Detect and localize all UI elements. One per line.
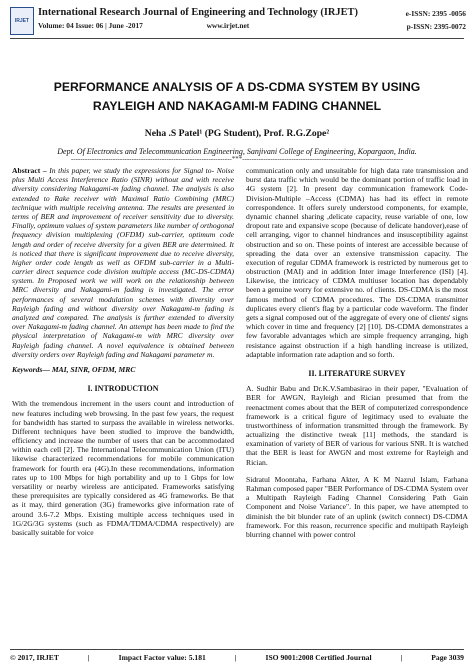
introduction-continued: communication only and unsuitable for high data rate transmission and burst data traffic which would be the dominant portion of traffic load in 4G system [2]. In present day communication framework Code-Division-Multiple –Access (CDMA) has had its effect in remote correspondence. It offers surely understood components, for example, dynamic channel sharing ,delicate capacity, reuse variable of one, low dropout rate and expansive scope (because of delicate handover),ease of cell arranging, vigor to channel hindrances and insusceptibility against obstruction and so on. These points of interest are accessible because of spreading the data over an extensive transmission capacity. The execution of regular CDMA framework is restricted by numerous get to obstruction (MAI) and in addition Inter image Interference (ISI) [4]. Likewise, the intricacy of CDMA multiuser location has dependably been a genuine worry for extensive no. of clients. DS-CDMA is the most famous method of CDMA procedures. The DS-CDMA transmitter duplicates every client's flag by a particular code waveform. The finder gets a signal composed out of the aggregate of every one of clients' signs which cover in time and frequency [2] [10]. DS-CDMA demonstrates a few favorable advantages which are simple frequency arranging, high resistance against obstruction if a high handling increase is utilized, adaptable information rate adaption and so forth. <box>246 166 468 359</box>
journal-title: International Research Journal of Engineering and Technology (IRJET) <box>38 7 358 18</box>
footer-iso: ISO 9001:2008 Certified Journal <box>265 653 372 662</box>
left-column <box>12 166 234 537</box>
journal-header <box>10 4 466 36</box>
footer-copyright: © 2017, IRJET <box>10 653 59 662</box>
header-rule <box>10 38 464 39</box>
footer-impact-factor: Impact Factor value: 5.181 <box>118 653 206 662</box>
p-issn: p-ISSN: 2395-0072 <box>406 22 466 31</box>
footer-divider: | <box>234 653 237 662</box>
journal-logo: IRJET <box>10 7 34 35</box>
section-separator: ---------------------------------------------------------------------***--------------------------------------------------------------------- <box>70 155 404 163</box>
keywords: Keywords— MAI, SINR, OFDM, MRC <box>12 364 136 374</box>
journal-website[interactable]: www.irjet.net <box>206 21 250 30</box>
introduction-text: With the tremendous increment in the users count and introduction of new features including web browsing. In the past few years, the request for bandwidth has started to surpass the available in wireless networks. Different techniques have been studied to improve the bandwidth, efficiency and increase the number of users that can be accommodated within each cell [2]. The International Telecommunication Union (ITU) likewise characterized recommendations for mobile communication framework for fourth era (4G).In these recommendations, information rates up to 100 Mbps for high portability and up to 1 Gbps for low versatility or nearby wireless are anticipated. Frameworks satisfying these prerequisites are typically considered as 4G frameworks. Be that as it may, third generation (3G) frameworks give information rate of around 3.6-7.2 Mbps. Existing multiple access techniques used in 1G/2G/3G systems (such as FDMA/TDMA/CDMA respectively) are basically suitable for voice <box>12 399 234 537</box>
literature-paragraph-2: Sidratul Moontaha, Farhana Akter, A K M Nazrul Islam, Farhana Rahman composed paper "BER Performance of DS-CDMA System over a Multipath Rayleigh Fading Channel Considering Path Gain Component and Noise Variance". In this paper, we have attempted to diminish the bit blunder rate of an uplink (switch connect) DS-CDMA framework. For this reason, recurrence specific and multipath Rayleigh blurring channel with power control <box>246 474 468 539</box>
right-column <box>246 166 468 539</box>
paper-authors: Neha .S Patel¹ (PG Student), Prof. R.G.Zope² <box>144 128 330 139</box>
literature-survey-heading: II. LITERATURE SURVEY <box>308 368 406 378</box>
abstract-label: Abstract – <box>12 166 47 175</box>
introduction-heading: I. INTRODUCTION <box>87 384 159 394</box>
footer-divider: | <box>400 653 403 662</box>
e-issn: e-ISSN: 2395 -0056 <box>405 9 466 18</box>
abstract <box>12 166 234 359</box>
literature-paragraph-1: A. Sudhir Babu and Dr.K.V.Sambasirao in their paper, "Evaluation of BER for AWGN, Rayleigh and Rician presumed that from the reenactment comes about that the BER of computerized correspondence framework is a critical figure of legitimacy used to evaluate the trustworthiness of information transmitted through the framework. By actualizing the distinctive tweak [11] methods, the standard is examination of variety of BER of various for various SNR. It is watched that the BER is least for AWGN and most extreme for Rayleigh and Rician. <box>246 384 468 467</box>
footer-divider: | <box>87 653 90 662</box>
abstract-text: In this paper, we study the expressions for Signal to- Noise plus Multi Access Interference Ratio (SINR) without and with receive diversity considering Nakagami-m fading channel. The analysis is also extended to Rake receiver with Maximal Ratio Combining (MRC) technique with multiple receiving antenna. The results are presented in terms of BER and improvement of receiver sensitivity due to diversity. Finally, optimum values of system parameters like number of orthogonal frequency division multiplexing (OFDM) sub-carrier, optimum code length and order of receive diversity for a given BER are determined. It is noticed that there is significant improvement due to receive diversity, higher order code length as well as OFDM sub-carrier in a Multi-carrier direct sequence code division multiple access (MC-DS-CDMA) system. In Proposed work we will work on the relationship between MRC diversity and Nakagami-m fading is investigated. The error performances of several modulation schemes with diversity over Rayleigh fading and without diversity over Nakagami-m fading is analyzed and compared. The analysis is further extended to diversity over Nakagami-m fading channel. An attempt has been made to find the physical interpretation of Nakagami-m with MRC diversity over Rayleigh fading channel. A novel equivalence is obtained between diversity orders over Rayleigh fading and Nakagami parameter m. <box>12 166 234 359</box>
author-affiliation: Dept. Of Electronics and Telecommunication Engineering, Sanjivani College of Engineering, Kopargaon, India. <box>57 147 417 156</box>
footer-rule <box>10 649 464 650</box>
footer-page-number: Page 3039 <box>431 653 464 662</box>
volume-issue: Volume: 04 Issue: 06 | June -2017 <box>38 21 143 30</box>
paper-title: PERFORMANCE ANALYSIS OF A DS-CDMA SYSTEM BY USING RAYLEIGH AND NAKAGAMI-M FADING CHANNEL <box>53 80 421 113</box>
volume-issue-line <box>38 21 249 30</box>
page-footer <box>10 653 464 662</box>
